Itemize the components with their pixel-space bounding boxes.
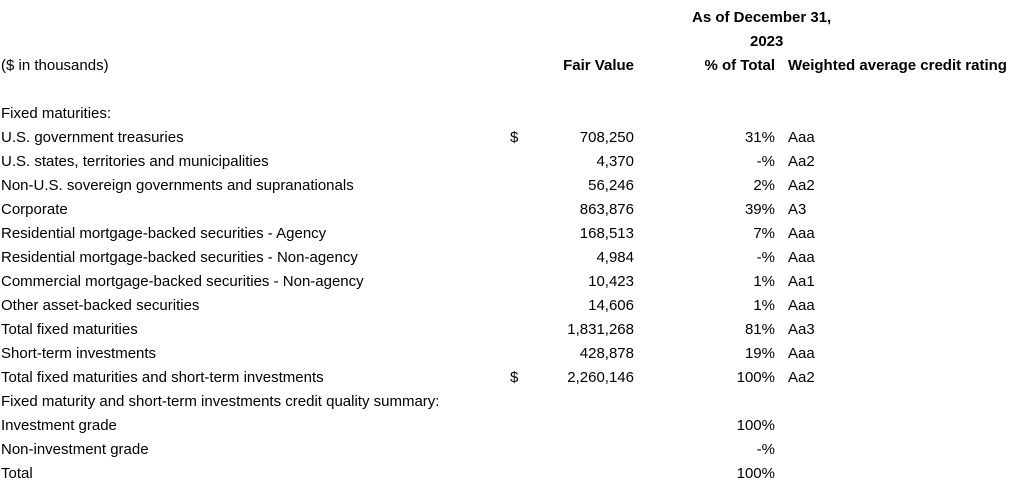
row-credit-rating: A3: [788, 201, 807, 218]
row-credit-rating: Aaa: [788, 249, 815, 266]
row-fair-value: 14,606: [588, 297, 634, 314]
row-pct-total: 1%: [753, 273, 775, 290]
row-label: Residential mortgage-backed securities - Non-agency: [1, 249, 358, 266]
row-pct-total: -%: [756, 441, 775, 458]
row-label: Short-term investments: [1, 345, 157, 362]
row-fair-value: 428,878: [579, 345, 634, 362]
row-label: Corporate: [1, 201, 68, 218]
row-credit-rating: Aaa: [788, 129, 815, 146]
row-pct-total: 19%: [744, 345, 775, 362]
row-pct-total: 100%: [736, 465, 775, 482]
row-fair-value: 56,246: [588, 177, 634, 194]
units-label: ($ in thousands): [1, 57, 109, 74]
row-credit-rating: Aa2: [788, 177, 815, 194]
row-fair-value: 2,260,146: [567, 369, 634, 386]
row-credit-rating: Aa1: [788, 273, 815, 290]
row-fair-value: 10,423: [588, 273, 634, 290]
row-fair-value: 168,513: [579, 225, 634, 242]
row-pct-total: 2%: [753, 177, 775, 194]
row-label: Total: [1, 465, 33, 482]
row-pct-total: -%: [756, 153, 775, 170]
row-dollar-sign: $: [510, 129, 519, 146]
row-fair-value: 4,984: [596, 249, 634, 266]
row-label: Other asset-backed securities: [1, 297, 200, 314]
row-label: Residential mortgage-backed securities - Agency: [1, 225, 327, 242]
row-pct-total: 100%: [736, 417, 775, 434]
period-header-year: 2023: [750, 33, 784, 50]
row-label: Investment grade: [1, 417, 117, 434]
row-label: Total fixed maturities and short-term investments: [1, 369, 324, 386]
row-label: Fixed maturity and short-term investments credit quality summary:: [1, 393, 440, 410]
row-credit-rating: Aaa: [788, 297, 815, 314]
column-header-credit-rating: Weighted average credit rating: [788, 57, 1007, 74]
row-pct-total: 7%: [753, 225, 775, 242]
row-label: Total fixed maturities: [1, 321, 138, 338]
row-fair-value: 863,876: [579, 201, 634, 218]
row-label: Non-investment grade: [1, 441, 149, 458]
period-header-line1: As of December 31,: [692, 9, 832, 26]
row-label: Commercial mortgage-backed securities - Non-agency: [1, 273, 364, 290]
row-credit-rating: Aaa: [788, 345, 815, 362]
row-credit-rating: Aa3: [788, 321, 815, 338]
row-credit-rating: Aa2: [788, 153, 815, 170]
row-fair-value: 1,831,268: [567, 321, 634, 338]
row-pct-total: -%: [756, 249, 775, 266]
row-dollar-sign: $: [510, 369, 519, 386]
row-pct-total: 81%: [744, 321, 775, 338]
column-header-pct-total: % of Total: [704, 57, 775, 74]
row-credit-rating: Aa2: [788, 369, 815, 386]
column-header-fair-value: Fair Value: [563, 57, 634, 74]
row-pct-total: 100%: [736, 369, 775, 386]
row-pct-total: 39%: [744, 201, 775, 218]
row-fair-value: 4,370: [596, 153, 634, 170]
row-credit-rating: Aaa: [788, 225, 815, 242]
row-label: U.S. government treasuries: [1, 129, 184, 146]
row-pct-total: 1%: [753, 297, 775, 314]
row-label: U.S. states, territories and municipalities: [1, 153, 269, 170]
row-pct-total: 31%: [744, 129, 775, 146]
row-fair-value: 708,250: [579, 129, 634, 146]
row-label: Fixed maturities:: [1, 105, 112, 122]
row-label: Non-U.S. sovereign governments and supranationals: [1, 177, 354, 194]
